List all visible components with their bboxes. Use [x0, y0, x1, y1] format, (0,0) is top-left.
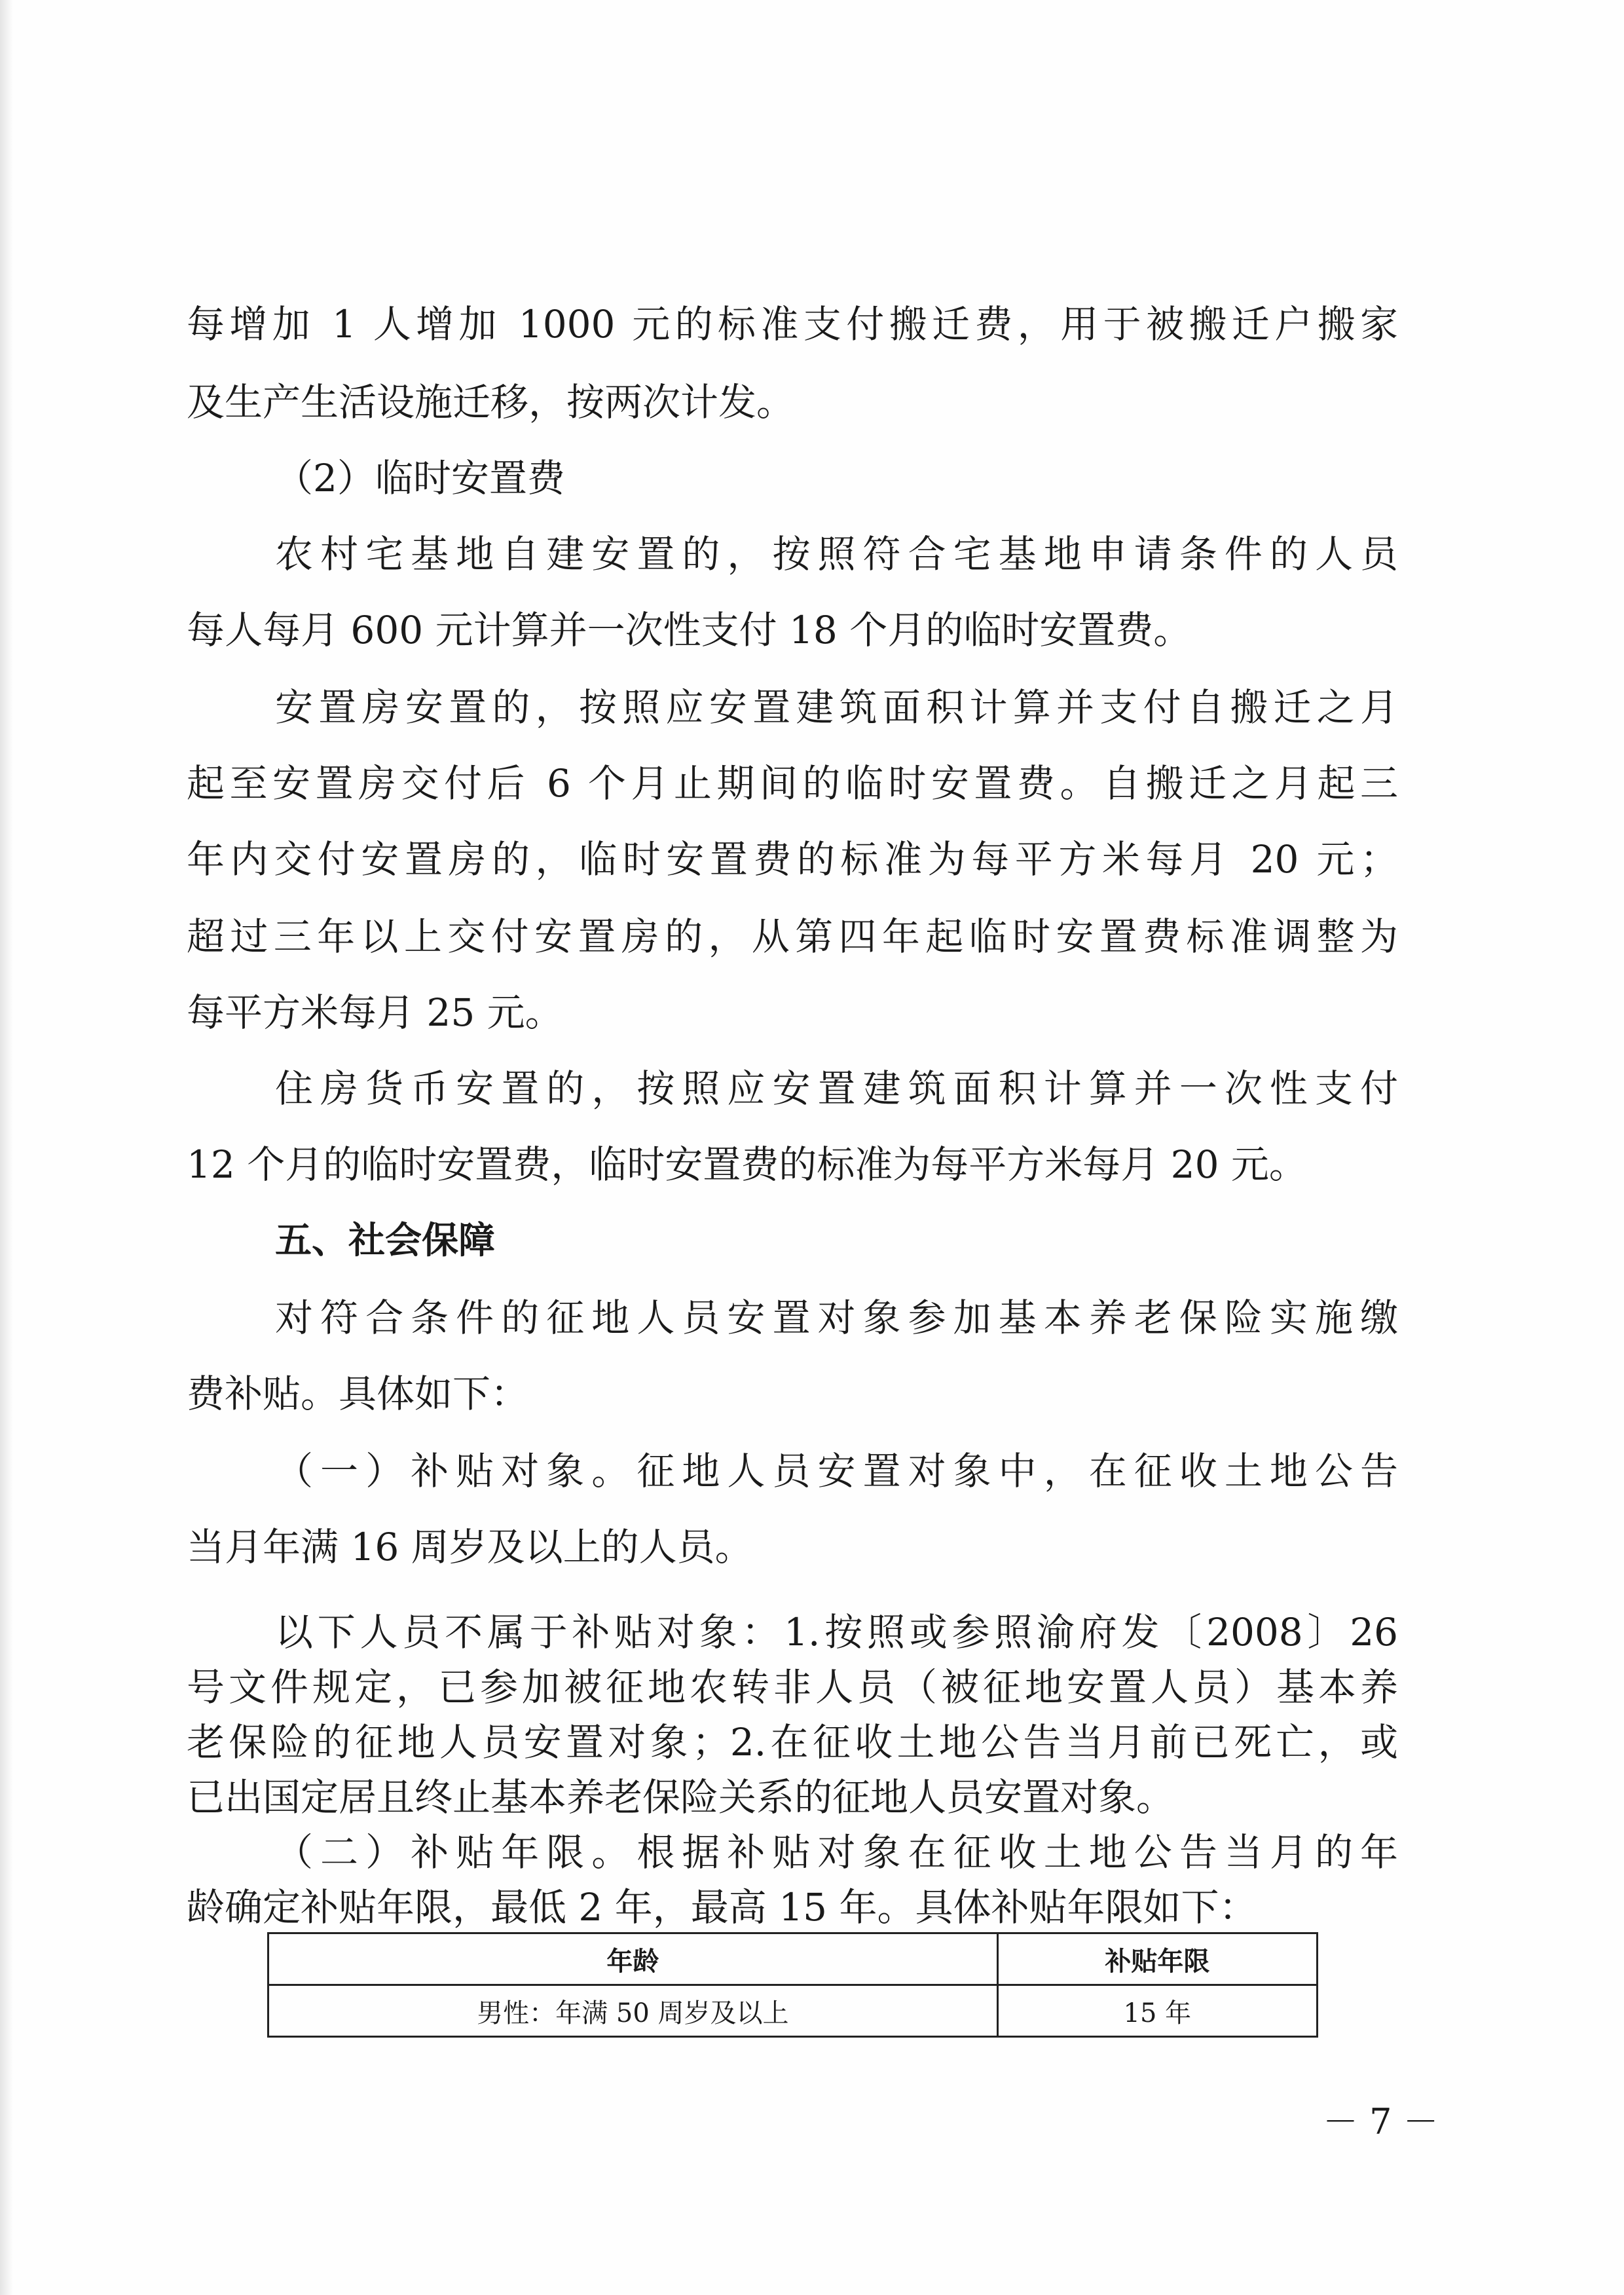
table-cell-years: 15 年 [997, 1985, 1317, 2037]
text-line: 及生产生活设施迁移，按两次计发。 [187, 380, 795, 424]
text-line: 已出国定居且终止基本养老保险关系的征地人员安置对象。 [187, 1775, 1175, 1819]
text-line: 对符合条件的征地人员安置对象参加基本养老保险实施缴 [275, 1296, 1398, 1340]
page-number: － 7 － [1323, 2101, 1439, 2142]
text-line: 号文件规定，已参加被征地农转非人员（被征地安置人员）基本养 [187, 1665, 1398, 1709]
text-line: 安置房安置的，按照应安置建筑面积计算并支付自搬迁之月 [275, 685, 1398, 730]
table-header-row [268, 1933, 1318, 1985]
text-line: （二）补贴年限。根据补贴对象在征收土地公告当月的年 [275, 1830, 1398, 1875]
text-line: 每增加 1 人增加 1000 元的标准支付搬迁费，用于被搬迁户搬家 [187, 302, 1398, 346]
text-line: 农村宅基地自建安置的，按照符合宅基地申请条件的人员 [275, 532, 1398, 576]
subsection-heading: （2）临时安置费 [275, 456, 565, 500]
text-line: 老保险的征地人员安置对象；2.在征收土地公告当月前已死亡，或 [187, 1720, 1398, 1764]
table-row [268, 1985, 1318, 2037]
text-line: 当月年满 16 周岁及以上的人员。 [187, 1525, 753, 1569]
text-line: （一）补贴对象。征地人员安置对象中，在征收土地公告 [275, 1449, 1398, 1493]
text-line: 12 个月的临时安置费，临时安置费的标准为每平方米每月 20 元。 [187, 1142, 1307, 1187]
text-line: 费补贴。具体如下： [187, 1371, 529, 1416]
table-header-age: 年龄 [268, 1933, 998, 1985]
scan-edge [0, 0, 13, 2295]
text-line: 龄确定补贴年限，最低 2 年，最高 15 年。具体补贴年限如下： [187, 1885, 1257, 1930]
text-line: 超过三年以上交付安置房的，从第四年起临时安置费标准调整为 [187, 914, 1398, 959]
section-heading: 五、社会保障 [275, 1220, 495, 1262]
subsidy-years-table [267, 1932, 1318, 2038]
text-line: 每人每月 600 元计算并一次性支付 18 个月的临时安置费。 [187, 608, 1192, 652]
text-line: 起至安置房交付后 6 个月止期间的临时安置费。自搬迁之月起三 [187, 761, 1398, 806]
text-line: 住房货币安置的，按照应安置建筑面积计算并一次性支付 [275, 1066, 1398, 1111]
text-line: 年内交付安置房的，临时安置费的标准为每平方米每月 20 元； [187, 837, 1398, 882]
text-line: 以下人员不属于补贴对象：1.按照或参照渝府发〔2008〕26 [275, 1610, 1398, 1654]
text-line: 每平方米每月 25 元。 [187, 990, 563, 1035]
table-header-years: 补贴年限 [997, 1933, 1317, 1985]
table-cell-age: 男性：年满 50 周岁及以上 [268, 1985, 998, 2037]
